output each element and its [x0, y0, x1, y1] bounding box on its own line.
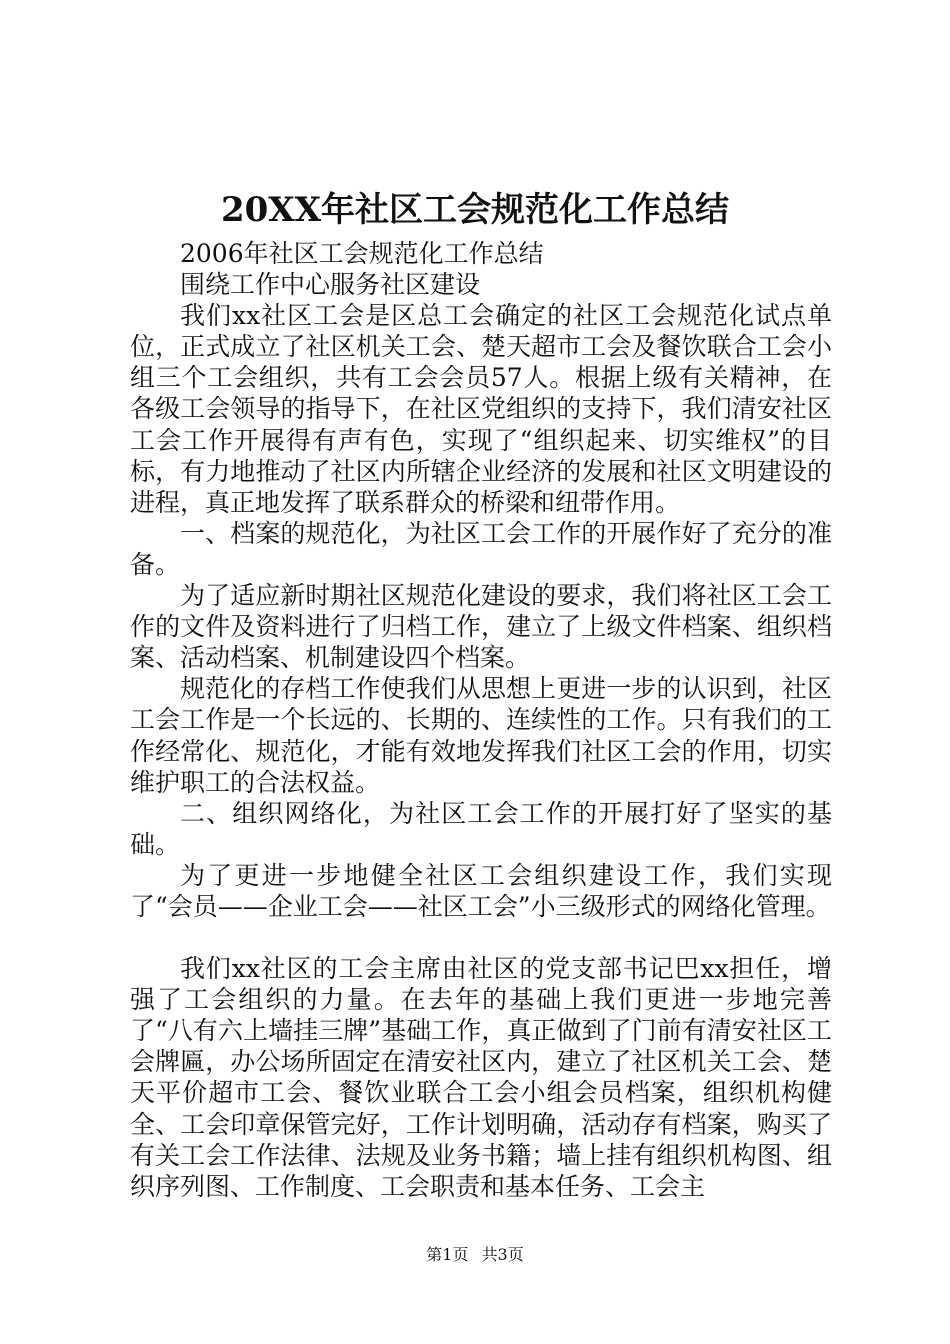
paragraph-standardization: 规范化的存档工作使我们从思想上更进一步的认识到，社区工会工作是一个长远的、长期的、连续性的工作。只有我们的工作经常化、规范化，才能有效地发挥我们社区工会的作用，切实维护职工的合法权益。	[130, 674, 832, 797]
paragraph-theme: 围绕工作中心服务社区建设	[180, 270, 481, 300]
paragraph-archives: 为了适应新时期社区规范化建设的要求，我们将社区工会工作的文件及资料进行了归档工作，建立了上级文件档案、组织档案、活动档案、机制建设四个档案。	[130, 581, 832, 673]
page-number: 第1页	[426, 1245, 469, 1264]
page-total: 共3页	[481, 1245, 524, 1264]
paragraph-chairman: 我们xx社区的工会主席由社区的党支部书记巴xx担任，增强了工会组织的力量。在去年的基础上我们更进一步地完善了“八有六上墙挂三牌”基础工作，真正做到了门前有清安社区工会牌匾，办公场所固定在清安社区内，建立了社区机关工会、楚天平价超市工会、餐饮业联合工会小组会员档案，组织机构健全、工会印章保管完好，工作计划明确，活动存有档案，购买了有关工会工作法律、法规及业务书籍；墙上挂有组织机构图、组织序列图、工作制度、工会职责和基本任务、工会主	[130, 954, 832, 1201]
paragraph-network: 为了更进一步地健全社区工会组织建设工作，我们实现了“会员——企业工会——社区工会”小三级形式的网络化管理。	[130, 860, 832, 921]
paragraph-heading-1: 一、档案的规范化，为社区工会工作的开展作好了充分的准备。	[130, 518, 832, 579]
document-title: 20XX年社区工会规范化工作总结	[220, 190, 730, 230]
paragraph-subtitle: 2006年社区工会规范化工作总结	[180, 239, 544, 268]
paragraph-heading-2: 二、组织网络化，为社区工会工作的开展打好了坚实的基础。	[130, 798, 832, 859]
page-footer	[0, 1244, 950, 1266]
document-body	[130, 238, 832, 1202]
paragraph-intro: 我们xx社区工会是区总工会确定的社区工会规范化试点单位，正式成立了社区机关工会、楚天超市工会及餐饮联合工会小组三个工会组织，共有工会会员57人。根据上级有关精神，在各级工会领导的指导下，在社区党组织的支持下，我们清安社区工会工作开展得有声有色，实现了“组织起来、切实维权”的目标，有力地推动了社区内所辖企业经济的发展和社区文明建设的进程，真正地发挥了联系群众的桥梁和纽带作用。	[130, 301, 832, 517]
